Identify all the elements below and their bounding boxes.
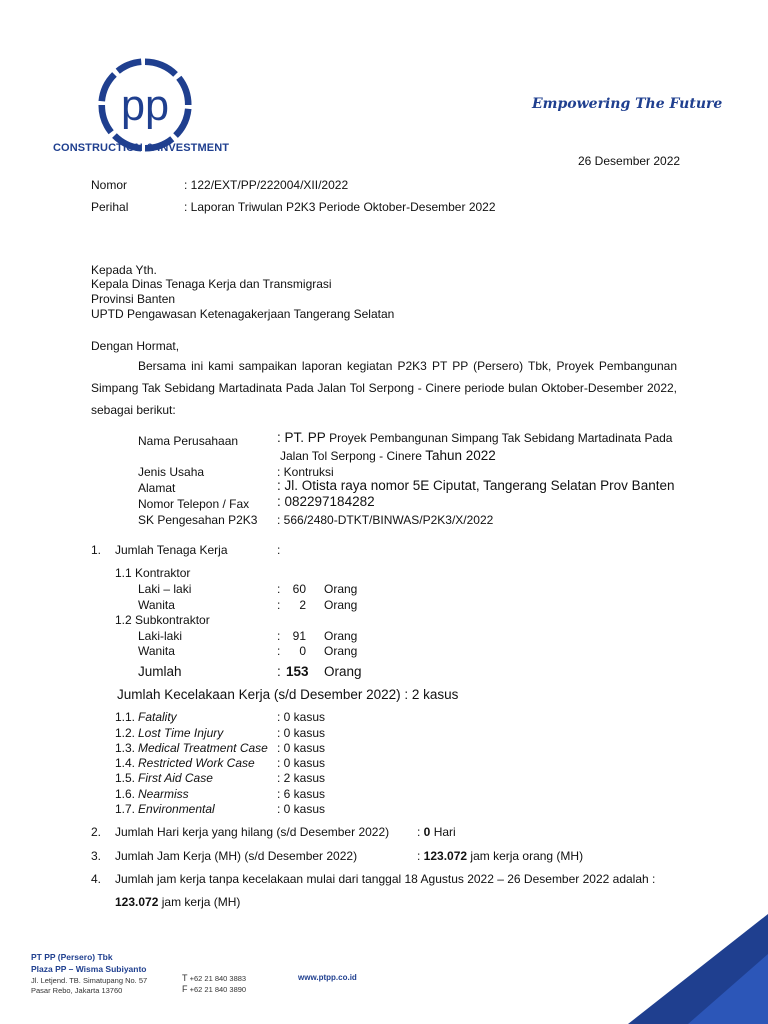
accident-num: 1.6. [115,787,136,801]
accident-num: 1.7. [115,802,136,816]
accident-num: 1.1. [115,710,136,724]
footer-website-link[interactable]: www.ptpp.co.id [298,973,357,982]
accident-value: : 0 kasus [277,741,326,755]
accident-label: Restricted Work Case [138,756,255,770]
accident-label: Fatality [138,710,177,724]
workforce-num: 1. [91,543,102,557]
point-label: Jumlah jam kerja tanpa kecelakaan mulai dari tanggal 18 Agustus 2022 – 26 Desember 2022 adalah : [115,872,656,886]
alamat-value: : Jl. Otista raya nomor 5E Ciputat, Tangerang Selatan Prov Banten [277,478,675,493]
subkontraktor-label: 1.2 Subkontraktor [115,613,210,627]
recipient-line: UPTD Pengawasan Ketenagakerjaan Tangerang Selatan [91,307,395,321]
point-num: 2. [91,825,102,839]
point-value: 123.072 jam kerja (MH) [115,895,241,909]
accident-num: 1.5. [115,771,136,785]
workforce-row-label: Laki-laki [138,629,183,643]
jenis-value: : Kontruksi [277,465,334,479]
point-label: Jumlah Hari kerja yang hilang (s/d Desember 2022) [115,825,390,839]
workforce-row-value: 91 [292,629,306,643]
sk-value: : 566/2480-DTKT/BINWAS/P2K3/X/2022 [277,513,494,527]
point-num: 4. [91,872,102,886]
svg-text:pp: pp [120,82,170,131]
accident-value: : 0 kasus [277,756,326,770]
workforce-row-label: Wanita [138,598,175,612]
greeting: Dengan Hormat, [91,339,180,353]
accident-value: : 6 kasus [277,787,326,801]
workforce-colon: : [277,543,281,557]
workforce-row-value: 0 [299,644,306,658]
total-colon: : [277,664,281,679]
corner-decoration [608,914,768,1024]
accident-num: 1.4. [115,756,136,770]
point-num: 3. [91,849,102,863]
kontraktor-label: 1.1 Kontraktor [115,566,191,580]
recipient-line: Provinsi Banten [91,292,176,306]
nomor-label: Nomor [91,178,128,192]
sk-label: SK Pengesahan P2K3 [138,513,258,527]
workforce-row-value: 60 [292,582,306,596]
footer-tel: T +62 21 840 3883 [182,973,247,983]
point-value: : 123.072 jam kerja orang (MH) [417,849,584,863]
telp-value: : 082297184282 [277,494,375,509]
accident-value: : 0 kasus [277,726,326,740]
workforce-row-unit: Orang [324,629,358,643]
accident-value: : 0 kasus [277,802,326,816]
workforce-row-colon: : [277,629,281,643]
letter-date: 26 Desember 2022 [578,154,681,168]
perihal-label: Perihal [91,200,129,214]
total-value: 153 [286,664,309,679]
alamat-label: Alamat [138,481,176,495]
workforce-row-unit: Orang [324,644,358,658]
recipient-line: Kepada Yth. [91,263,157,277]
workforce-row-unit: Orang [324,598,358,612]
accident-label: Medical Treatment Case [138,741,268,755]
workforce-row-value: 2 [299,598,306,612]
accident-label: Environmental [138,802,215,816]
company-name: CONSTRUCTION & INVESTMENT [53,142,230,154]
workforce-row-label: Laki – laki [138,582,192,596]
accident-num: 1.2. [115,726,136,740]
total-unit: Orang [324,664,362,679]
footer-address: Pasar Rebo, Jakarta 13760 [31,986,123,995]
nama-value-line2: Jalan Tol Serpong - Cinere Tahun 2022 [280,448,496,463]
workforce-row-colon: : [277,582,281,596]
workforce-row-unit: Orang [324,582,358,596]
pp-logo-icon [98,58,192,152]
footer-building: Plaza PP – Wisma Subiyanto [31,964,147,974]
nama-label: Nama Perusahaan [138,434,239,448]
workforce-row-colon: : [277,598,281,612]
point-value: : 0 Hari [417,825,456,839]
accident-label: Lost Time Injury [138,726,224,740]
accident-label: First Aid Case [138,771,213,785]
recipient-line: Kepala Dinas Tenaga Kerja dan Transmigrasi [91,277,332,291]
intro-paragraph: Bersama ini kami sampaikan laporan kegiatan P2K3 PT PP (Persero) Tbk, Proyek Pembangunan Simpang Tak Sebidang Martadinata Pada Jalan Tol Serpong - Cinere periode bulan Oktober-Desember 2022, sebagai berikut: [91,359,677,417]
accidents-title: Jumlah Kecelakaan Kerja (s/d Desember 2022) : 2 kasus [117,687,459,702]
telp-label: Nomor Telepon / Fax [138,497,250,511]
workforce-row-colon: : [277,644,281,658]
footer-address: Jl. Letjend. TB. Simatupang No. 57 [31,976,148,985]
nomor-value: : 122/EXT/PP/222004/XII/2022 [184,178,349,192]
accident-label: Nearmiss [138,787,189,801]
footer-fax: F +62 21 840 3890 [182,984,247,994]
footer-company: PT PP (Persero) Tbk [31,952,113,962]
workforce-title: Jumlah Tenaga Kerja [115,543,228,557]
jenis-label: Jenis Usaha [138,465,205,479]
accident-num: 1.3. [115,741,136,755]
perihal-value: : Laporan Triwulan P2K3 Periode Oktober-Desember 2022 [184,200,496,214]
workforce-row-label: Wanita [138,644,175,658]
accident-value: : 0 kasus [277,710,326,724]
tagline: Empowering The Future [532,96,723,112]
point-label: Jumlah Jam Kerja (MH) (s/d Desember 2022) [115,849,358,863]
total-label: Jumlah [138,664,182,679]
nama-value: : PT. PP Proyek Pembangunan Simpang Tak Sebidang Martadinata Pada [277,430,673,445]
accident-value: : 2 kasus [277,771,326,785]
